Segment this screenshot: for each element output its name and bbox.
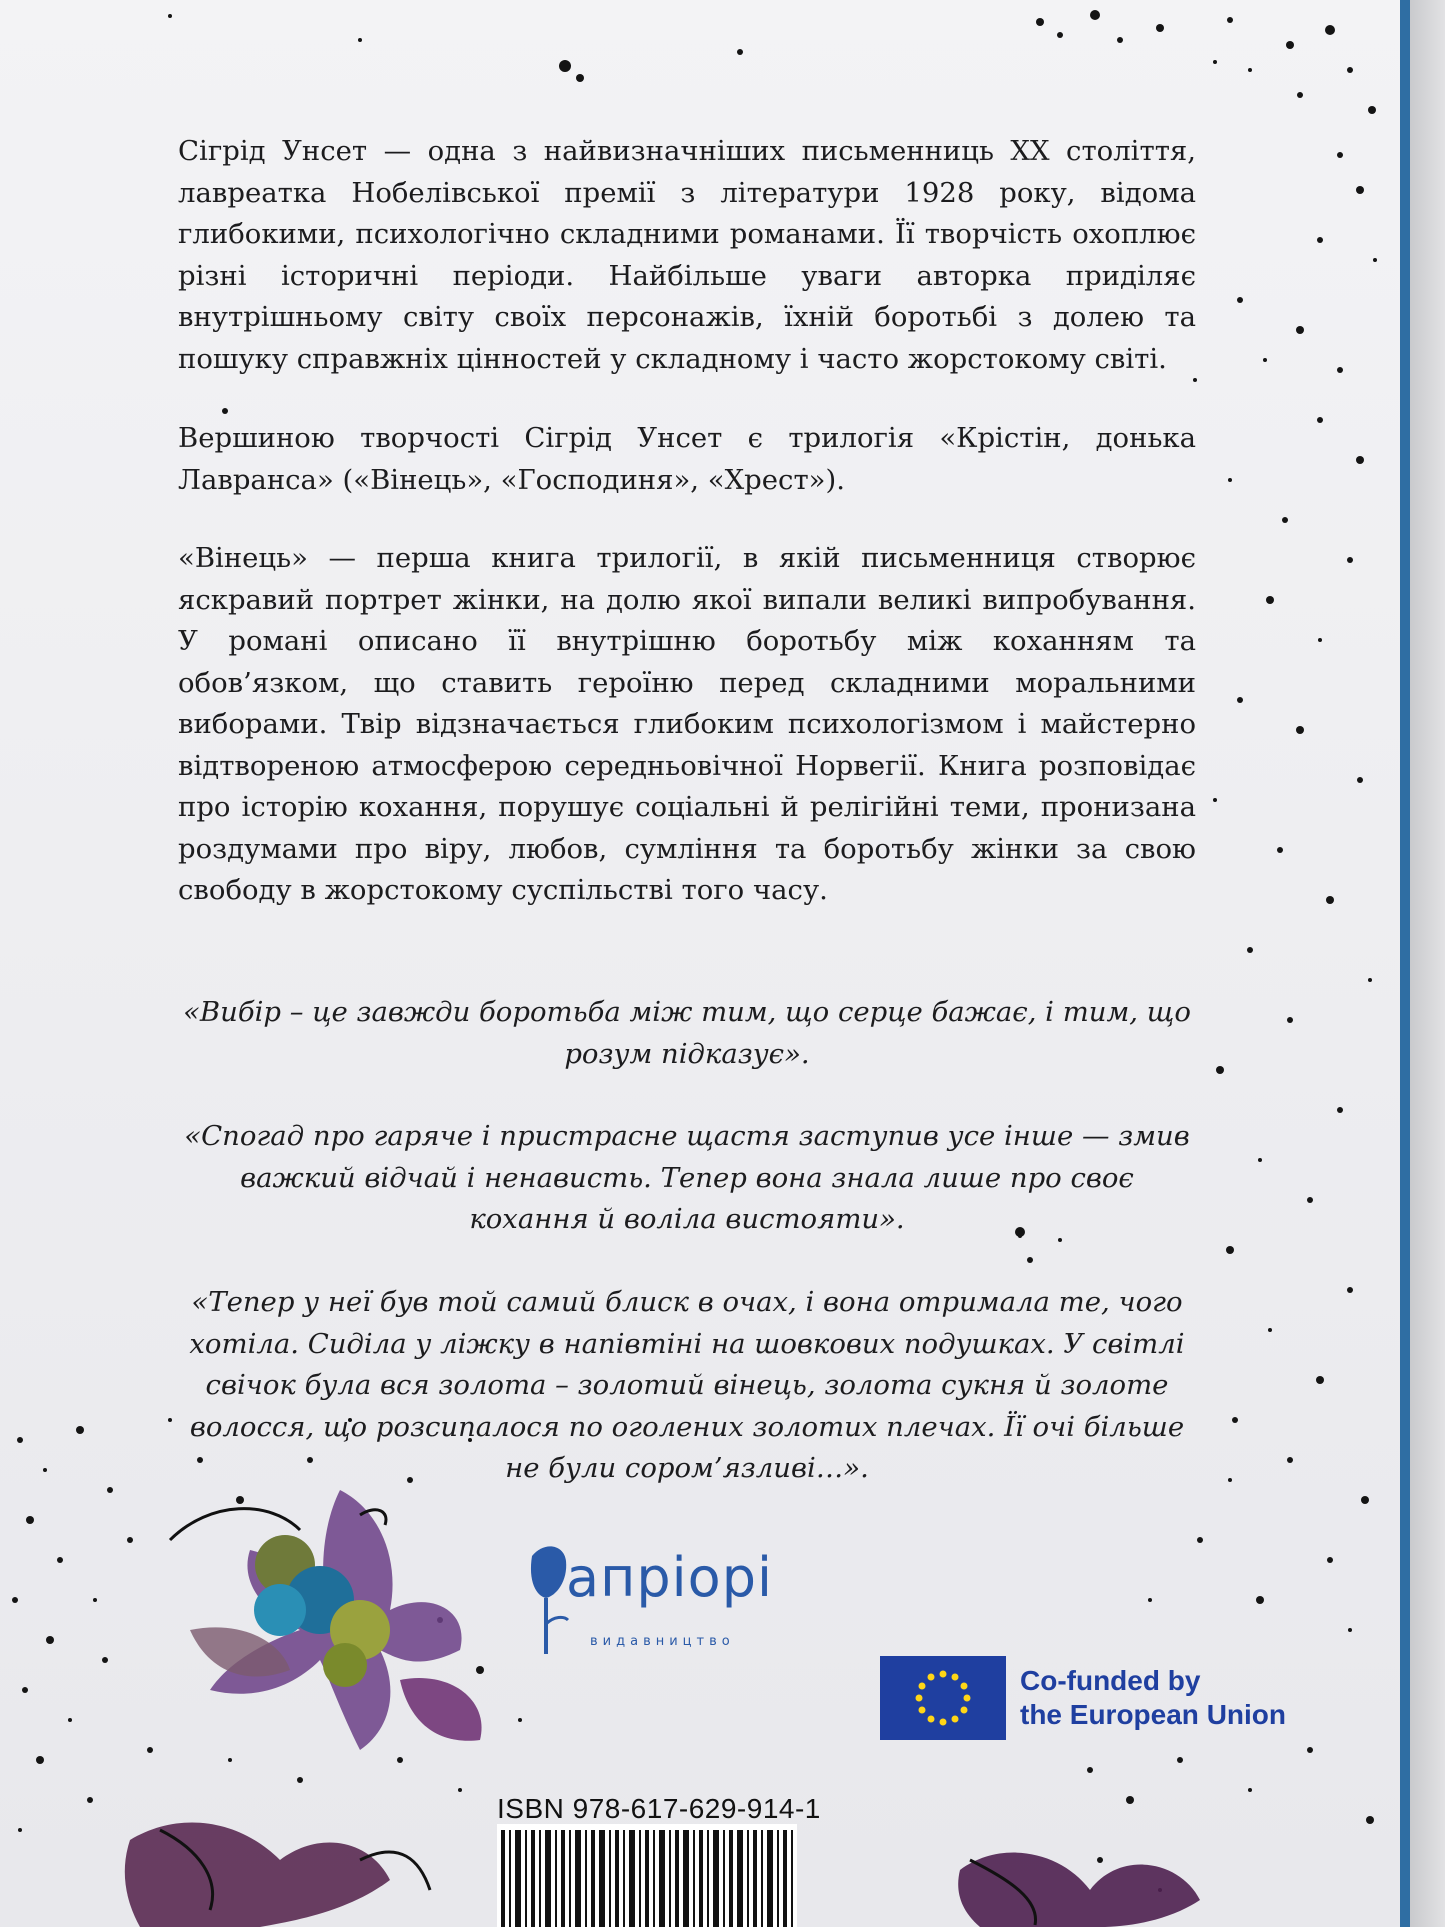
flower-bottom-right xyxy=(950,1820,1230,1927)
publisher-subtitle: видавництво xyxy=(590,1634,735,1649)
isbn-number: ISBN 978-617-629-914-1 xyxy=(497,1793,821,1824)
book-description-text: «Вінець» — перша книга трилогії, в якій письменниця створює яскравий портрет жінки, на долю якої випали великі випробування. У романі описано її внутрішню боротьбу між коханням та обов’язком, що ставить героїню перед складними моральними виборами. Твір відзначається глибоким психологізмом і майстерно відтвореною атмосферою середньовічної Норвегії. Книга розповідає про історію кохання, порушує соціальні й релігійні теми, пронизана роздумами про віру, любов, сумління та боротьбу жінки за свою свободу в жорстокому суспільстві того часу. xyxy=(178,542,1196,906)
eu-funding-text xyxy=(1020,1664,1286,1732)
eu-line-2: the European Union xyxy=(1020,1699,1286,1730)
trilogy-text: Вершиною творчості Сігрід Унсет є трилогія «Крістін, донька Лавранса» («Вінець», «Господиня», «Хрест»). xyxy=(178,422,1196,496)
publisher-name: апріорі xyxy=(566,1546,773,1609)
author-intro-text: Сігрід Унсет — одна з найвизначніших письменниць XX століття, лавреатка Нобелівської премії з літератури 1928 року, відома глибокими, психологічно складними романами. Її творчість охоплює різні історичні періоди. Найбільше уваги авторка приділяє внутрішньому світу своїх персонажів, їхній боротьбі з долею та пошуку справжніх цінностей у складному і часто жорстокому світі. xyxy=(178,135,1196,375)
eu-flag-icon xyxy=(880,1656,1006,1740)
quote-2: «Спогад про гаряче і пристрасне щастя заступив усе інше — змив важкий відчай і ненависть. Тепер вона знала лише про своє кохання й воліла вистояти». xyxy=(184,1120,1190,1235)
flower-collage-illustration xyxy=(150,1470,530,1770)
trilogy-paragraph xyxy=(178,418,1196,501)
barcode-icon xyxy=(497,1824,797,1927)
eu-line-1: Co-funded by xyxy=(1020,1665,1201,1696)
flower-bottom-left xyxy=(120,1800,440,1927)
book-description-paragraph xyxy=(178,538,1196,912)
quote-3: «Тепер у неї був той самий блиск в очах, і вона отримала те, чого хотіла. Сиділа у ліжку в напівтіні на шовкових подушках. У світлі свічок була вся золота – золотий вінець, золота сукня й золоте волосся, що розсипалося по оголених золотих плечах. Її очі більше не були сором’язливі…». xyxy=(189,1286,1185,1484)
author-intro-paragraph xyxy=(178,131,1196,380)
background-edge xyxy=(1410,0,1445,1927)
spine-edge-blue xyxy=(1400,0,1410,1927)
quote-1: «Вибір – це завжди боротьба між тим, що серце бажає, і тим, що розум підказує». xyxy=(183,996,1191,1070)
